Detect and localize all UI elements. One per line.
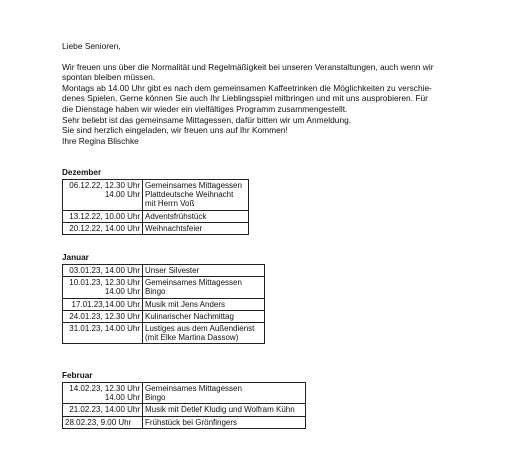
table-row [63, 416, 306, 428]
table-row [63, 383, 306, 404]
event-cell: Gemeinsames Mittagessen Bingo [143, 277, 265, 298]
event-cell: Gemeinsames Mittagessen Plattdeutsche Weihnacht mit Herrn Voß [143, 180, 249, 211]
table-row [63, 265, 265, 277]
date-cell: 31.01.23, 14.00 Uhr [63, 323, 143, 344]
schedule-table-dezember [62, 179, 249, 235]
schedule-table-januar [62, 264, 265, 344]
date-cell: 03.01.23, 14.00 Uhr [63, 265, 143, 277]
event-cell: Unser Silvester [143, 265, 265, 277]
table-row [63, 404, 306, 416]
date-cell: 28.02.23, 9.00 Uhr [63, 416, 143, 428]
month-heading-januar: Januar [62, 253, 89, 262]
date-cell: 10.01.23, 12.30 Uhr 14.00 Uhr [63, 277, 143, 298]
date-cell: 20.12.22, 14.00 Uhr [63, 222, 143, 234]
letter-body: Wir freuen uns über die Normalität und Regelmäßigkeit bei unseren Veranstaltungen, auch wenn wir spontan bleiben müssen. Montags ab 14.00 Uhr gibt es nach dem gemeinsamen Kaffeetrinken die Möglichkeiten zu verschie- denes Spielen. Gerne können Sie auch Ihr Lieblingsspiel mitbringen und mit uns ausprobieren. Für die Dienstage haben wir wieder ein vielfältiges Programm zusammengestellt. Sehr beliebt ist das gemeinsame Mittagessen, dafür bitten wir um Anmeldung. Sie sind herzlich eingeladen, wir freuen uns auf Ihr Kommen! Ihre Regina Blischke [62, 61, 434, 146]
date-cell: 21.02.23, 14.00 Uhr [63, 404, 143, 416]
event-cell: Weihnachtsfeier [143, 222, 249, 234]
date-cell: 14.02.23, 12.30 Uhr 14.00 Uhr [63, 383, 143, 404]
event-cell: Lustiges aus dem Außendienst (mit Elke Martina Dassow) [143, 323, 265, 344]
table-row [63, 210, 249, 222]
date-cell: 24.01.23, 12.30 Uhr [63, 310, 143, 322]
event-cell: Musik mit Detlef Kludig und Wolfram Kühn [143, 404, 306, 416]
date-cell: 13.12.22, 10.00 Uhr [63, 210, 143, 222]
table-row [63, 222, 249, 234]
table-row [63, 180, 249, 211]
event-cell: Gemeinsames Mittagessen Bingo [143, 383, 306, 404]
table-row [63, 310, 265, 322]
event-cell: Musik mit Jens Anders [143, 298, 265, 310]
letter [62, 41, 502, 146]
event-cell: Frühstück bei Grönfingers [143, 416, 306, 428]
schedule-table-februar [62, 382, 306, 429]
table-row [63, 277, 265, 298]
event-cell: Kulinarischer Nachmittag [143, 310, 265, 322]
letter-greeting: Liebe Senioren, [62, 41, 121, 51]
event-cell: Adventsfrühstück [143, 210, 249, 222]
date-cell: 06.12.22, 12.30 Uhr 14.00 Uhr [63, 180, 143, 211]
month-heading-dezember: Dezember [62, 168, 102, 177]
month-heading-februar: Februar [62, 371, 93, 380]
date-cell: 17.01.23,14.00 Uhr [63, 298, 143, 310]
table-row [63, 323, 265, 344]
table-row [63, 298, 265, 310]
